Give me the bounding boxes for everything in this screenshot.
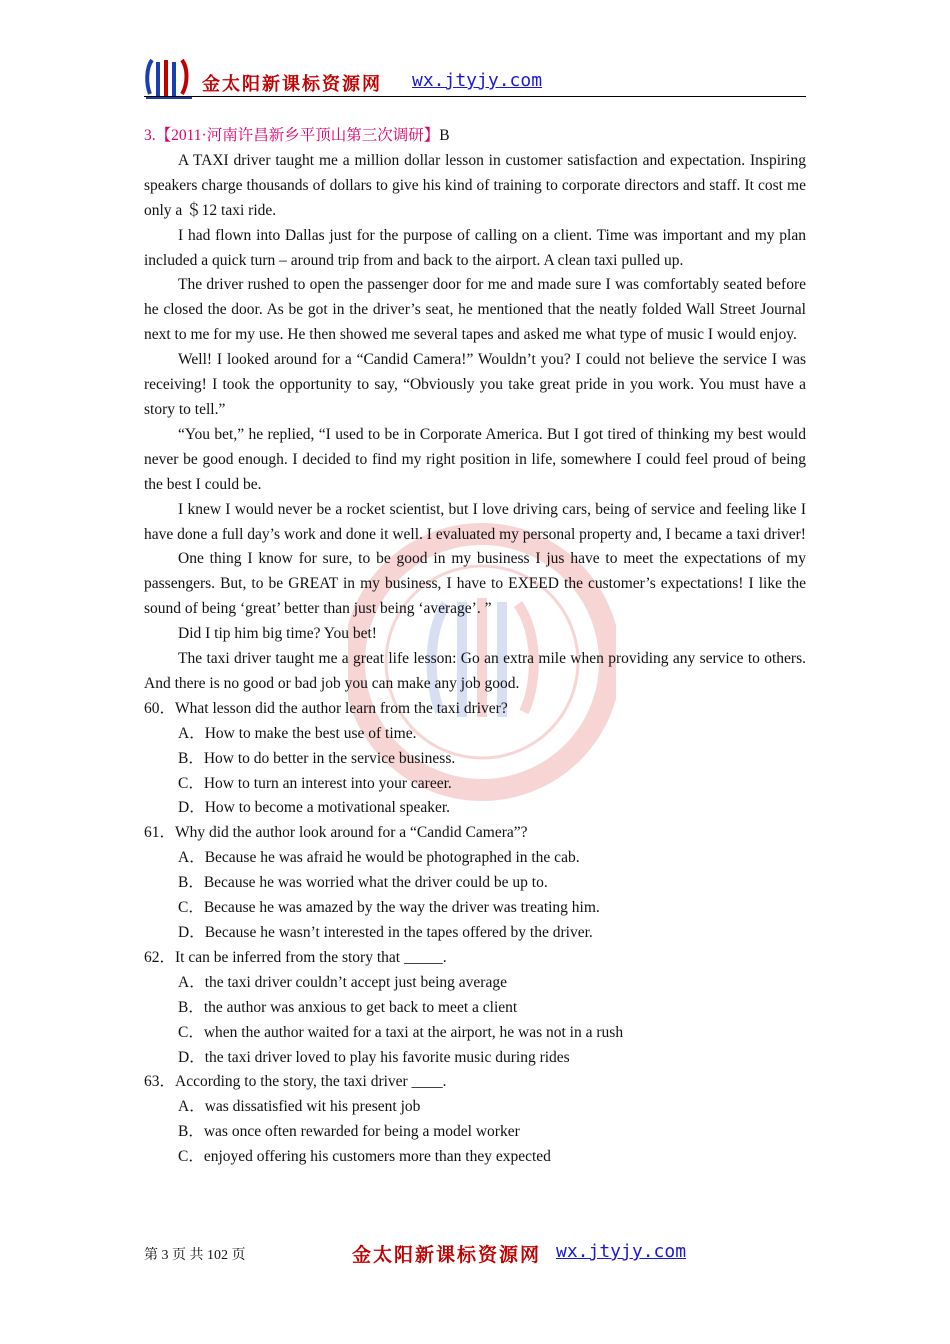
answer-option: D．the taxi driver loved to play his favorite music during rides (178, 1048, 570, 1066)
passage-paragraph: A TAXI driver taught me a million dollar lesson in customer satisfaction and expectation. Inspiring speakers charge thousands of dollars to give his kind of training to corporate directors and staff. It cost me only a ＄12 taxi ride. (144, 151, 806, 219)
question-stem: 62．It can be inferred from the story that _____. (144, 948, 447, 966)
page-header (144, 50, 806, 98)
question-stem: 61．Why did the author look around for a “Candid Camera”? (144, 824, 528, 842)
question-source: 3.【2011·河南许昌新乡平顶山第三次调研】 (144, 127, 440, 144)
passage-paragraph: I knew I would never be a rocket scientist, but I love driving cars, being of service and feeling like I have done a full day’s work and done it well. I evaluated my personal property and, I became a taxi driver! (144, 500, 806, 543)
answer-option: A．How to make the best use of time. (178, 724, 417, 742)
question-stem: 63．According to the story, the taxi driver ____. (144, 1073, 447, 1091)
answer-option: C．How to turn an interest into your career. (178, 774, 452, 792)
footer-url-link[interactable]: wx.jtyjy.com (556, 1241, 687, 1262)
passage-paragraph: One thing I know for sure, to be good in my business I jus have to meet the expectations of my passengers. But, to be GREAT in my business, I have to EXEED the customer’s expectations! I like the sound of being ‘great’ better than just being ‘average’. ” (144, 550, 806, 618)
answer-option: A．Because he was afraid he would be photographed in the cab. (178, 849, 580, 867)
header-brand: 金太阳新课标资源网 (202, 74, 382, 95)
answer-option: B．the author was anxious to get back to meet a client (178, 998, 518, 1016)
footer-brand: 金太阳新课标资源网 (352, 1244, 542, 1266)
passage-label: B (439, 127, 450, 144)
question-stem: 60．What lesson did the author learn from the taxi driver? (144, 699, 508, 717)
answer-option: D．How to become a motivational speaker. (178, 799, 451, 817)
passage-paragraph: “You bet,” he replied, “I used to be in Corporate America. But I got tired of thinking my best would never be good enough. I decided to find my right position in life, somewhere I could feel proud of being the best I could be. (144, 425, 806, 493)
passage-paragraph: Did I tip him big time? You bet! (178, 625, 377, 643)
passage-paragraph: The taxi driver taught me a great life lesson: Go an extra mile when providing any service to others. And there is no good or bad job you can make any job good. (144, 650, 806, 692)
header-divider (144, 96, 806, 97)
answer-option: B．was once often rewarded for being a model worker (178, 1123, 520, 1141)
page-footer (144, 1238, 806, 1268)
answer-option: A．was dissatisfied wit his present job (178, 1098, 421, 1116)
jintaiyang-logo-icon (144, 54, 196, 102)
passage-paragraph: Well! I looked around for a “Candid Camera!” Wouldn’t you? I could not believe the service I was receiving! I took the opportunity to say, “Obviously you take great pride in you work. You must have a story to tell.” (144, 351, 806, 418)
answer-option: C．Because he was amazed by the way the driver was treating him. (178, 899, 600, 917)
answer-option: C．enjoyed offering his customers more than they expected (178, 1148, 551, 1166)
passage-paragraph: The driver rushed to open the passenger door for me and made sure I was comfortably seated before he closed the door. As be got in the driver’s seat, he mentioned that the neatly folded Wall Street Journal next to me for my use. He then showed me several tapes and asked me what type of music I would enjoy. (144, 276, 806, 344)
answer-option: B．Because he was worried what the driver could be up to. (178, 874, 548, 892)
page-number: 第 3 页 共 102 页 (144, 1248, 246, 1263)
answer-option: C．when the author waited for a taxi at the airport, he was not in a rush (178, 1023, 624, 1041)
answer-option: B．How to do better in the service business. (178, 749, 456, 767)
answer-option: A．the taxi driver couldn’t accept just being average (178, 973, 507, 991)
document-body (144, 124, 806, 1170)
answer-option: D．Because he wasn’t interested in the tapes offered by the driver. (178, 924, 593, 941)
question-source-line (144, 124, 806, 149)
passage-paragraph: I had flown into Dallas just for the purpose of calling on a client. Time was important and my plan included a quick turn – around trip from and back to the airport. A clean taxi pulled up. (144, 226, 806, 269)
header-url-link[interactable]: wx.jtyjy.com (412, 70, 543, 91)
